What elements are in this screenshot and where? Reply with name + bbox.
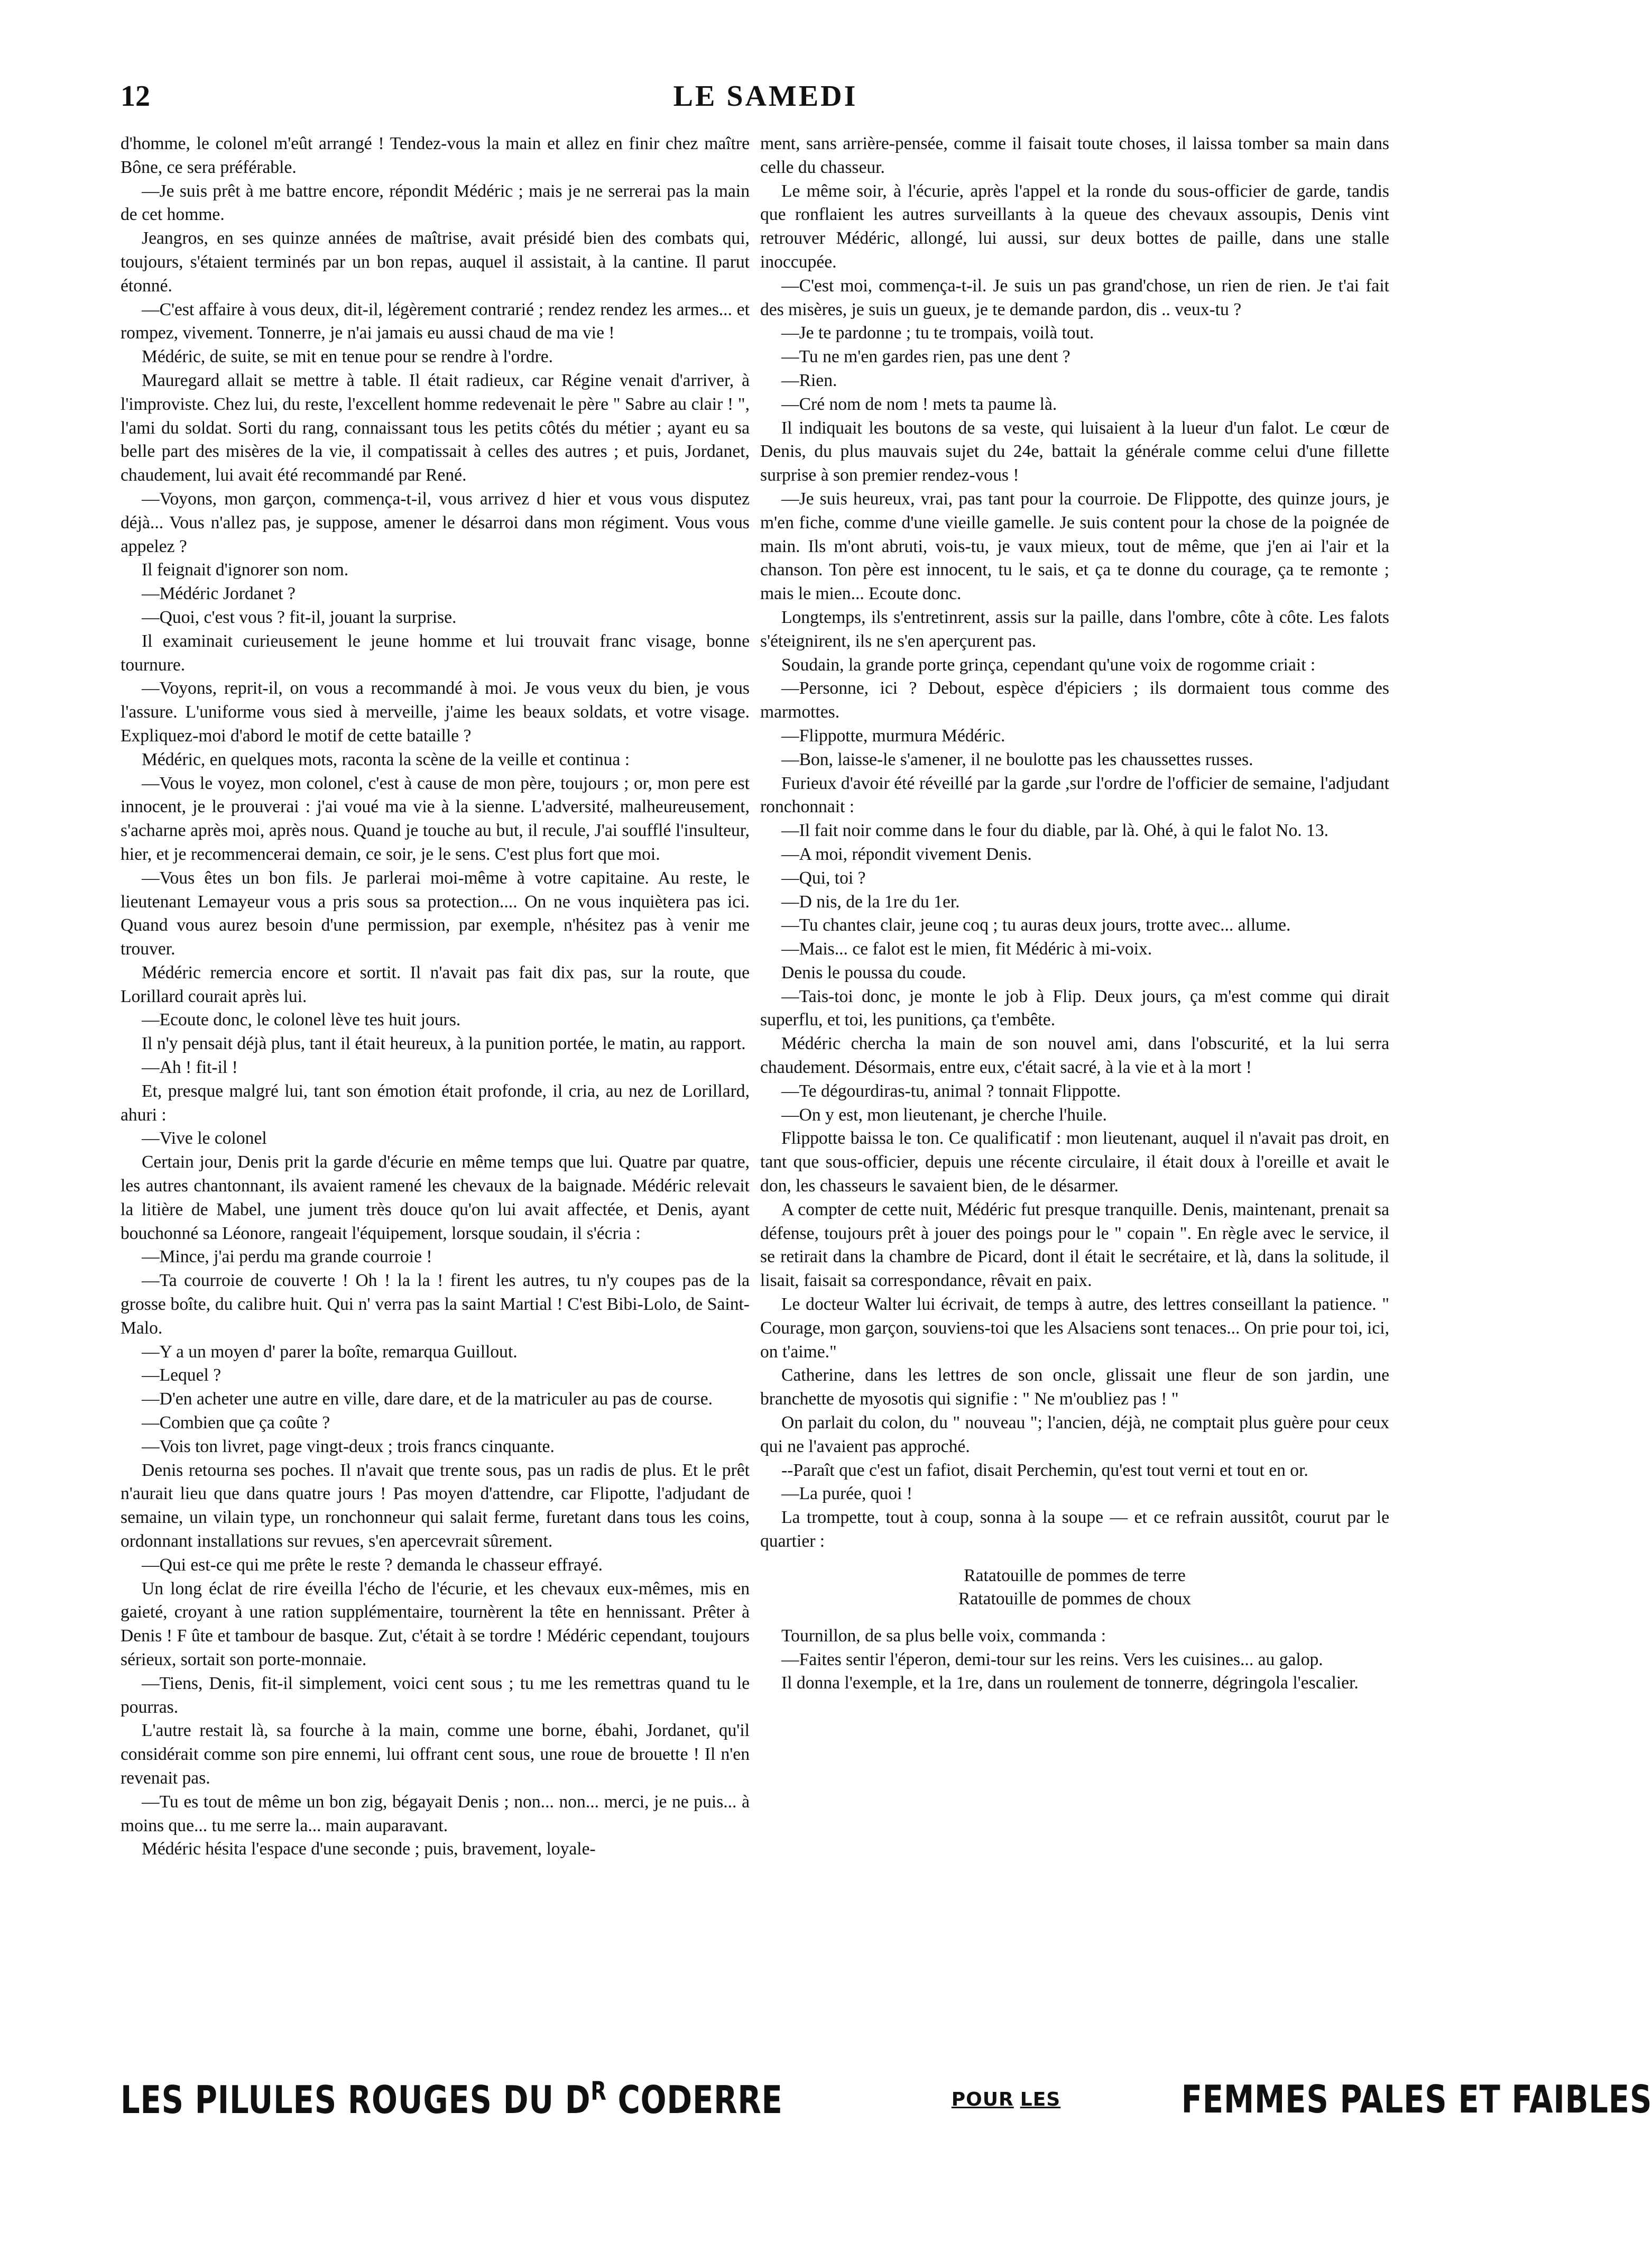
advertisement-left [121, 2077, 783, 2122]
advertisement-left-text: LES PILULES ROUGES DU D [121, 2078, 591, 2122]
paragraph: —Cré nom de nom ! mets ta paume là. [781, 394, 1057, 414]
paragraph: Il examinait curieusement le jeune homme et lui trouvait franc visage, bonne tournure. [121, 631, 750, 675]
paragraph: d'homme, le colonel m'eût arrangé ! Tendez-vous la main et allez en finir chez maître Bône, ce sera préférable. [121, 134, 750, 177]
paragraph: —Personne, ici ? Debout, espèce d'épiciers ; ils dormaient tous comme des marmottes. [760, 678, 1389, 722]
paragraph: —Faites sentir l'éperon, demi-tour sur les reins. Vers les cuisines... au galop. [781, 1649, 1323, 1669]
paragraph: A compter de cette nuit, Médéric fut presque tranquille. Denis, maintenant, prenait sa défense, toujours prêt à jouer des poings pour le " copain ". En règle avec le service, il se retirait dans la chambre de Picard, dont il était le secrétaire, et là, dans la solitude, il lisait, faisait sa correspondance, rêvait en paix. [760, 1199, 1389, 1291]
advertisement-left-end: CODERRE [606, 2078, 783, 2122]
paragraph: Le docteur Walter lui écrivait, de temps à autre, des lettres conseillant la patience. " Courage, mon garçon, souviens-toi que les Alsaciens sont tenaces... On prie pour toi, ici, on t'aime." [760, 1294, 1389, 1362]
advertisement-middle-les: LES [1020, 2088, 1061, 2110]
paragraph: —Vois ton livret, page vingt-deux ; trois francs cinquante. [142, 1436, 555, 1456]
journal-title: LE SAMEDI [673, 80, 858, 113]
paragraph: —Qui est-ce qui me prête le reste ? demanda le chasseur effrayé. [142, 1555, 603, 1575]
paragraph: —Lequel ? [142, 1365, 222, 1385]
paragraph: —Flippotte, murmura Médéric. [781, 725, 1005, 746]
paragraph: —Vous le voyez, mon colonel, c'est à cause de mon père, toujours ; or, mon pere est innocent, je le prouverai : j'ai voué ma vie à la sienne. L'adversité, malheureusement, s'acharne après moi, après nous. Quand je touche au but, il recule, J'ai soufflé l'insulteur, hier, et je recommencerai demain, ce soir, je le sens. C'est plus fort que moi. [121, 773, 750, 864]
paragraph: —Ta courroie de couverte ! Oh ! la la ! firent les autres, tu n'y coupes pas de la grosse boîte, du calibre huit. Qui n' verra pas la saint Martial ! C'est Bibi-Lolo, de Saint-Malo. [121, 1271, 750, 1338]
paragraph: —Quoi, c'est vous ? fit-il, jouant la surprise. [142, 607, 457, 627]
paragraph: Denis le poussa du coude. [781, 962, 966, 982]
paragraph: Jeangros, en ses quinze années de maîtrise, avait présidé bien des combats qui, toujours, s'étaient terminés par un bon repas, auquel il assistait, à la cantine. Il parut étonné. [121, 228, 750, 296]
paragraph: Il n'y pensait déjà plus, tant il était heureux, à la punition portée, le matin, au rapport. [142, 1034, 746, 1054]
paragraph: —Qui, toi ? [781, 868, 866, 888]
song-verse [760, 1564, 1389, 1611]
left-column [121, 132, 750, 2041]
paragraph: La trompette, tout à coup, sonna à la soupe — et ce refrain aussitôt, courut par le quartier : [760, 1508, 1389, 1551]
paragraph: —A moi, répondit vivement Denis. [781, 844, 1032, 864]
paragraph: —C'est moi, commença-t-il. Je suis un pas grand'chose, un rien de rien. Je t'ai fait des misères, je suis un gueux, je te demande pardon, dis .. veux-tu ? [760, 275, 1389, 319]
paragraph: —Ah ! fit-il ! [142, 1058, 238, 1078]
paragraph: L'autre restait là, sa fourche à la main, comme une borne, ébahi, Jordanet, qu'il considérait comme son pire ennemi, lui offrant cent sous, une roue de brouette ! Il n'en revenait pas. [121, 1721, 750, 1788]
right-column-text [760, 132, 1389, 1554]
page-header [121, 79, 1410, 122]
paragraph: —Tu es tout de même un bon zig, bégayait Denis ; non... non... merci, je ne puis... à moins que... tu me serre la... main auparavant. [121, 1792, 750, 1835]
paragraph: —C'est affaire à vous deux, dit-il, légèrement contrarié ; rendez rendez les armes... et rompez, vivement. Tonnerre, je n'ai jamais eu aussi chaud de ma vie ! [121, 299, 750, 343]
paragraph: Furieux d'avoir été réveillé par la garde ,sur l'ordre de l'officier de semaine, l'adjudant ronchonnait : [760, 773, 1389, 817]
paragraph: Certain jour, Denis prit la garde d'écurie en même temps que lui. Quatre par quatre, les autres chantonnant, ils avaient ramené les chevaux de la baignade. Médéric relevait la litière de Mabel, une jument très douce qu'on lui avait affectée, et Denis, ayant bouchonné sa Léonore, rangeait l'équipement, lorsque soudain, il s'écria : [121, 1152, 750, 1243]
advertisement-middle [948, 2089, 1064, 2110]
paragraph: —Médéric Jordanet ? [142, 584, 296, 604]
paragraph: —La purée, quoi ! [781, 1484, 913, 1504]
paragraph: Catherine, dans les lettres de son oncle, glissait une fleur de son jardin, une branchette de myosotis qui signifie : " Ne m'oubliez pas ! " [760, 1365, 1389, 1409]
paragraph: —Je suis prêt à me battre encore, répondit Médéric ; mais je ne serrerai pas la main de cet homme. [121, 181, 750, 225]
paragraph: Mauregard allait se mettre à table. Il était radieux, car Régine venait d'arriver, à l'improviste. Chez lui, du reste, l'excellent homme redevenait le père " Sabre au clair ! ", l'ami du soldat. Sorti du rang, connaissant tous les petits côtés du métier ; ayant eu sa belle part des misères de la vie, il compatissait à celles des autres ; et puis, Jordanet, chaudement, lui avait été recommandé par René. [121, 370, 750, 485]
paragraph: —Vous êtes un bon fils. Je parlerai moi-même à votre capitaine. Au reste, le lieutenant Lemayeur vous a pris sous sa protection.... On ne vous inquiètera pas ici. Quand vous aurez besoin d'une permission, par exemple, n'hésitez pas à venir me trouver. [121, 868, 750, 959]
paragraph: —Ecoute donc, le colonel lève tes huit jours. [142, 1010, 461, 1030]
paragraph: On parlait du colon, du " nouveau "; l'ancien, déjà, ne comptait plus guère pour ceux qui ne l'avaient pas approché. [760, 1413, 1389, 1456]
paragraph: —Tu chantes clair, jeune coq ; tu auras deux jours, trotte avec... allume. [781, 915, 1291, 935]
paragraph: ment, sans arrière-pensée, comme il faisait toute choses, il laissa tomber sa main dans celle du chasseur. [760, 134, 1389, 177]
paragraph: —Rien. [781, 370, 837, 390]
paragraph: Denis retourna ses poches. Il n'avait que trente sous, pas un radis de plus. Et le prêt n'aurait lieu que dans quatre jours ! Pas moyen d'attendre, car Flipotte, l'adjudant de semaine, un vilain type, un ronchonneur qui salait ferme, furetant dans tous les coins, ordonnant installations sur revues, s'en apercevrait sûrement. [121, 1460, 750, 1551]
advertisement-banner [121, 2070, 1652, 2128]
paragraph: Tournillon, de sa plus belle voix, commanda : [781, 1625, 1106, 1646]
paragraph: —Je suis heureux, vrai, pas tant pour la courroie. De Flippotte, des quinze jours, je m'en fiche, comme d'une vieille gamelle. Je suis content pour la chose de la poignée de main. Ils m'ont abruti, vois-tu, je vaux mieux, tout de même, que j'en ai l'air et la chanson. Ton père est innocent, tu le sais, et ça te donne du courage, ça te remonte ; mais le mien... Ecoute donc. [760, 489, 1389, 604]
paragraph: —On y est, mon lieutenant, je cherche l'huile. [781, 1105, 1107, 1125]
right-column-text-end [760, 1624, 1389, 1695]
paragraph: —Bon, laisse-le s'amener, il ne boulotte pas les chaussettes russes. [781, 749, 1253, 769]
paragraph: Il indiquait les boutons de sa veste, qui luisaient à la lueur d'un falot. Le cœur de Denis, du plus mauvais sujet du 24e, battait la générale comme celui d'une fillette surprise à son premier rendez-vous ! [760, 418, 1389, 485]
right-column [760, 132, 1389, 2041]
paragraph: —Tiens, Denis, fit-il simplement, voici cent sous ; tu me les remettras quand tu le pourras. [121, 1673, 750, 1717]
advertisement-right: FEMMES PALES ET FAIBLES [1181, 2077, 1652, 2122]
paragraph: —Je te pardonne ; tu te trompais, voilà tout. [781, 323, 1094, 343]
paragraph: —Voyons, reprit-il, on vous a recommandé à moi. Je vous veux du bien, je vous l'assure. L'uniforme vous sied à merveille, j'aime les beaux soldats, et votre visage. Expliquez-moi d'abord le motif de cette bataille ? [121, 678, 750, 746]
paragraph: Médéric, de suite, se mit en tenue pour se rendre à l'ordre. [142, 347, 553, 367]
advertisement-left-superscript: R [590, 2077, 607, 2106]
paragraph: Et, presque malgré lui, tant son émotion était profonde, il cria, au nez de Lorillard, ahuri : [121, 1081, 750, 1125]
paragraph: Longtemps, ils s'entretinrent, assis sur la paille, dans l'ombre, côte à côte. Les falots s'éteignirent, ils ne s'en aperçurent pas. [760, 607, 1389, 651]
paragraph: —Mince, j'ai perdu ma grande courroie ! [142, 1247, 432, 1267]
paragraph: —Combien que ça coûte ? [142, 1413, 330, 1433]
paragraph: —Y a un moyen d' parer la boîte, remarqua Guillout. [142, 1342, 518, 1362]
paragraph: —Vive le colonel [142, 1128, 267, 1149]
page-number: 12 [121, 80, 150, 113]
paragraph: Médéric, en quelques mots, raconta la scène de la veille et continua : [142, 749, 630, 769]
paragraph: --Paraît que c'est un fafiot, disait Perchemin, qu'est tout verni et tout en or. [781, 1460, 1308, 1480]
paragraph: Il donna l'exemple, et la 1re, dans un roulement de tonnerre, dégringola l'escalier. [781, 1673, 1359, 1693]
paragraph: —D'en acheter une autre en ville, dare dare, et de la matriculer au pas de course. [142, 1389, 713, 1409]
paragraph: —D nis, de la 1re du 1er. [781, 892, 960, 912]
paragraph: Soudain, la grande porte grinça, cependant qu'une voix de rogomme criait : [781, 655, 1316, 675]
paragraph: —Mais... ce falot est le mien, fit Médéric à mi-voix. [781, 939, 1152, 959]
song-line: Ratatouille de pommes de choux [958, 1588, 1192, 1609]
paragraph: Médéric hésita l'espace d'une seconde ; puis, bravement, loyale- [142, 1839, 596, 1859]
song-line: Ratatouille de pommes de terre [964, 1565, 1186, 1585]
advertisement-middle-pour: POUR [951, 2088, 1014, 2110]
paragraph: Médéric remercia encore et sortit. Il n'avait pas fait dix pas, sur la route, que Lorillard courait après lui. [121, 962, 750, 1006]
paragraph: —Tu ne m'en gardes rien, pas une dent ? [781, 347, 1070, 367]
paragraph: —Te dégourdiras-tu, animal ? tonnait Flippotte. [781, 1081, 1121, 1101]
paragraph: —Il fait noir comme dans le four du diable, par là. Ohé, à qui le falot No. 13. [781, 821, 1329, 841]
paragraph: Il feignait d'ignorer son nom. [142, 560, 349, 580]
paragraph: Médéric chercha la main de son nouvel ami, dans l'obscurité, et la lui serra chaudement. Désormais, entre eux, c'était sacré, à la vie et à la mort ! [760, 1034, 1389, 1078]
paragraph: Un long éclat de rire éveilla l'écho de l'écurie, et les chevaux eux-mêmes, mis en gaieté, croyant à une ration supplémentaire, tournèrent la tête en hennissant. Prêter à Denis ! F ûte et tambour de basque. Zut, c'était à se tordre ! Médéric cependant, toujours sérieux, sortait son porte-monnaie. [121, 1578, 750, 1669]
paragraph: Le même soir, à l'écurie, après l'appel et la ronde du sous-officier de garde, tandis que ronflaient les autres surveillants à la queue des chevaux assoupis, Denis vint retrouver Médéric, allongé, lui aussi, sur deux bottes de paille, dans une stalle inoccupée. [760, 181, 1389, 272]
paragraph: —Voyons, mon garçon, commença-t-il, vous arrivez d hier et vous vous disputez déjà... Vous n'allez pas, je suppose, amener le désarroi dans mon régiment. Vous vous appelez ? [121, 489, 750, 556]
paragraph: —Tais-toi donc, je monte le job à Flip. Deux jours, ça m'est comme qui dirait superflu, et toi, les punitions, ça t'embête. [760, 986, 1389, 1030]
paragraph: Flippotte baissa le ton. Ce qualificatif : mon lieutenant, auquel il n'avait pas droit, en tant que sous-officier, depuis une récente circulaire, il était doux à l'oreille et avait le don, les chasseurs le savaient bien, de le désarmer. [760, 1128, 1389, 1196]
